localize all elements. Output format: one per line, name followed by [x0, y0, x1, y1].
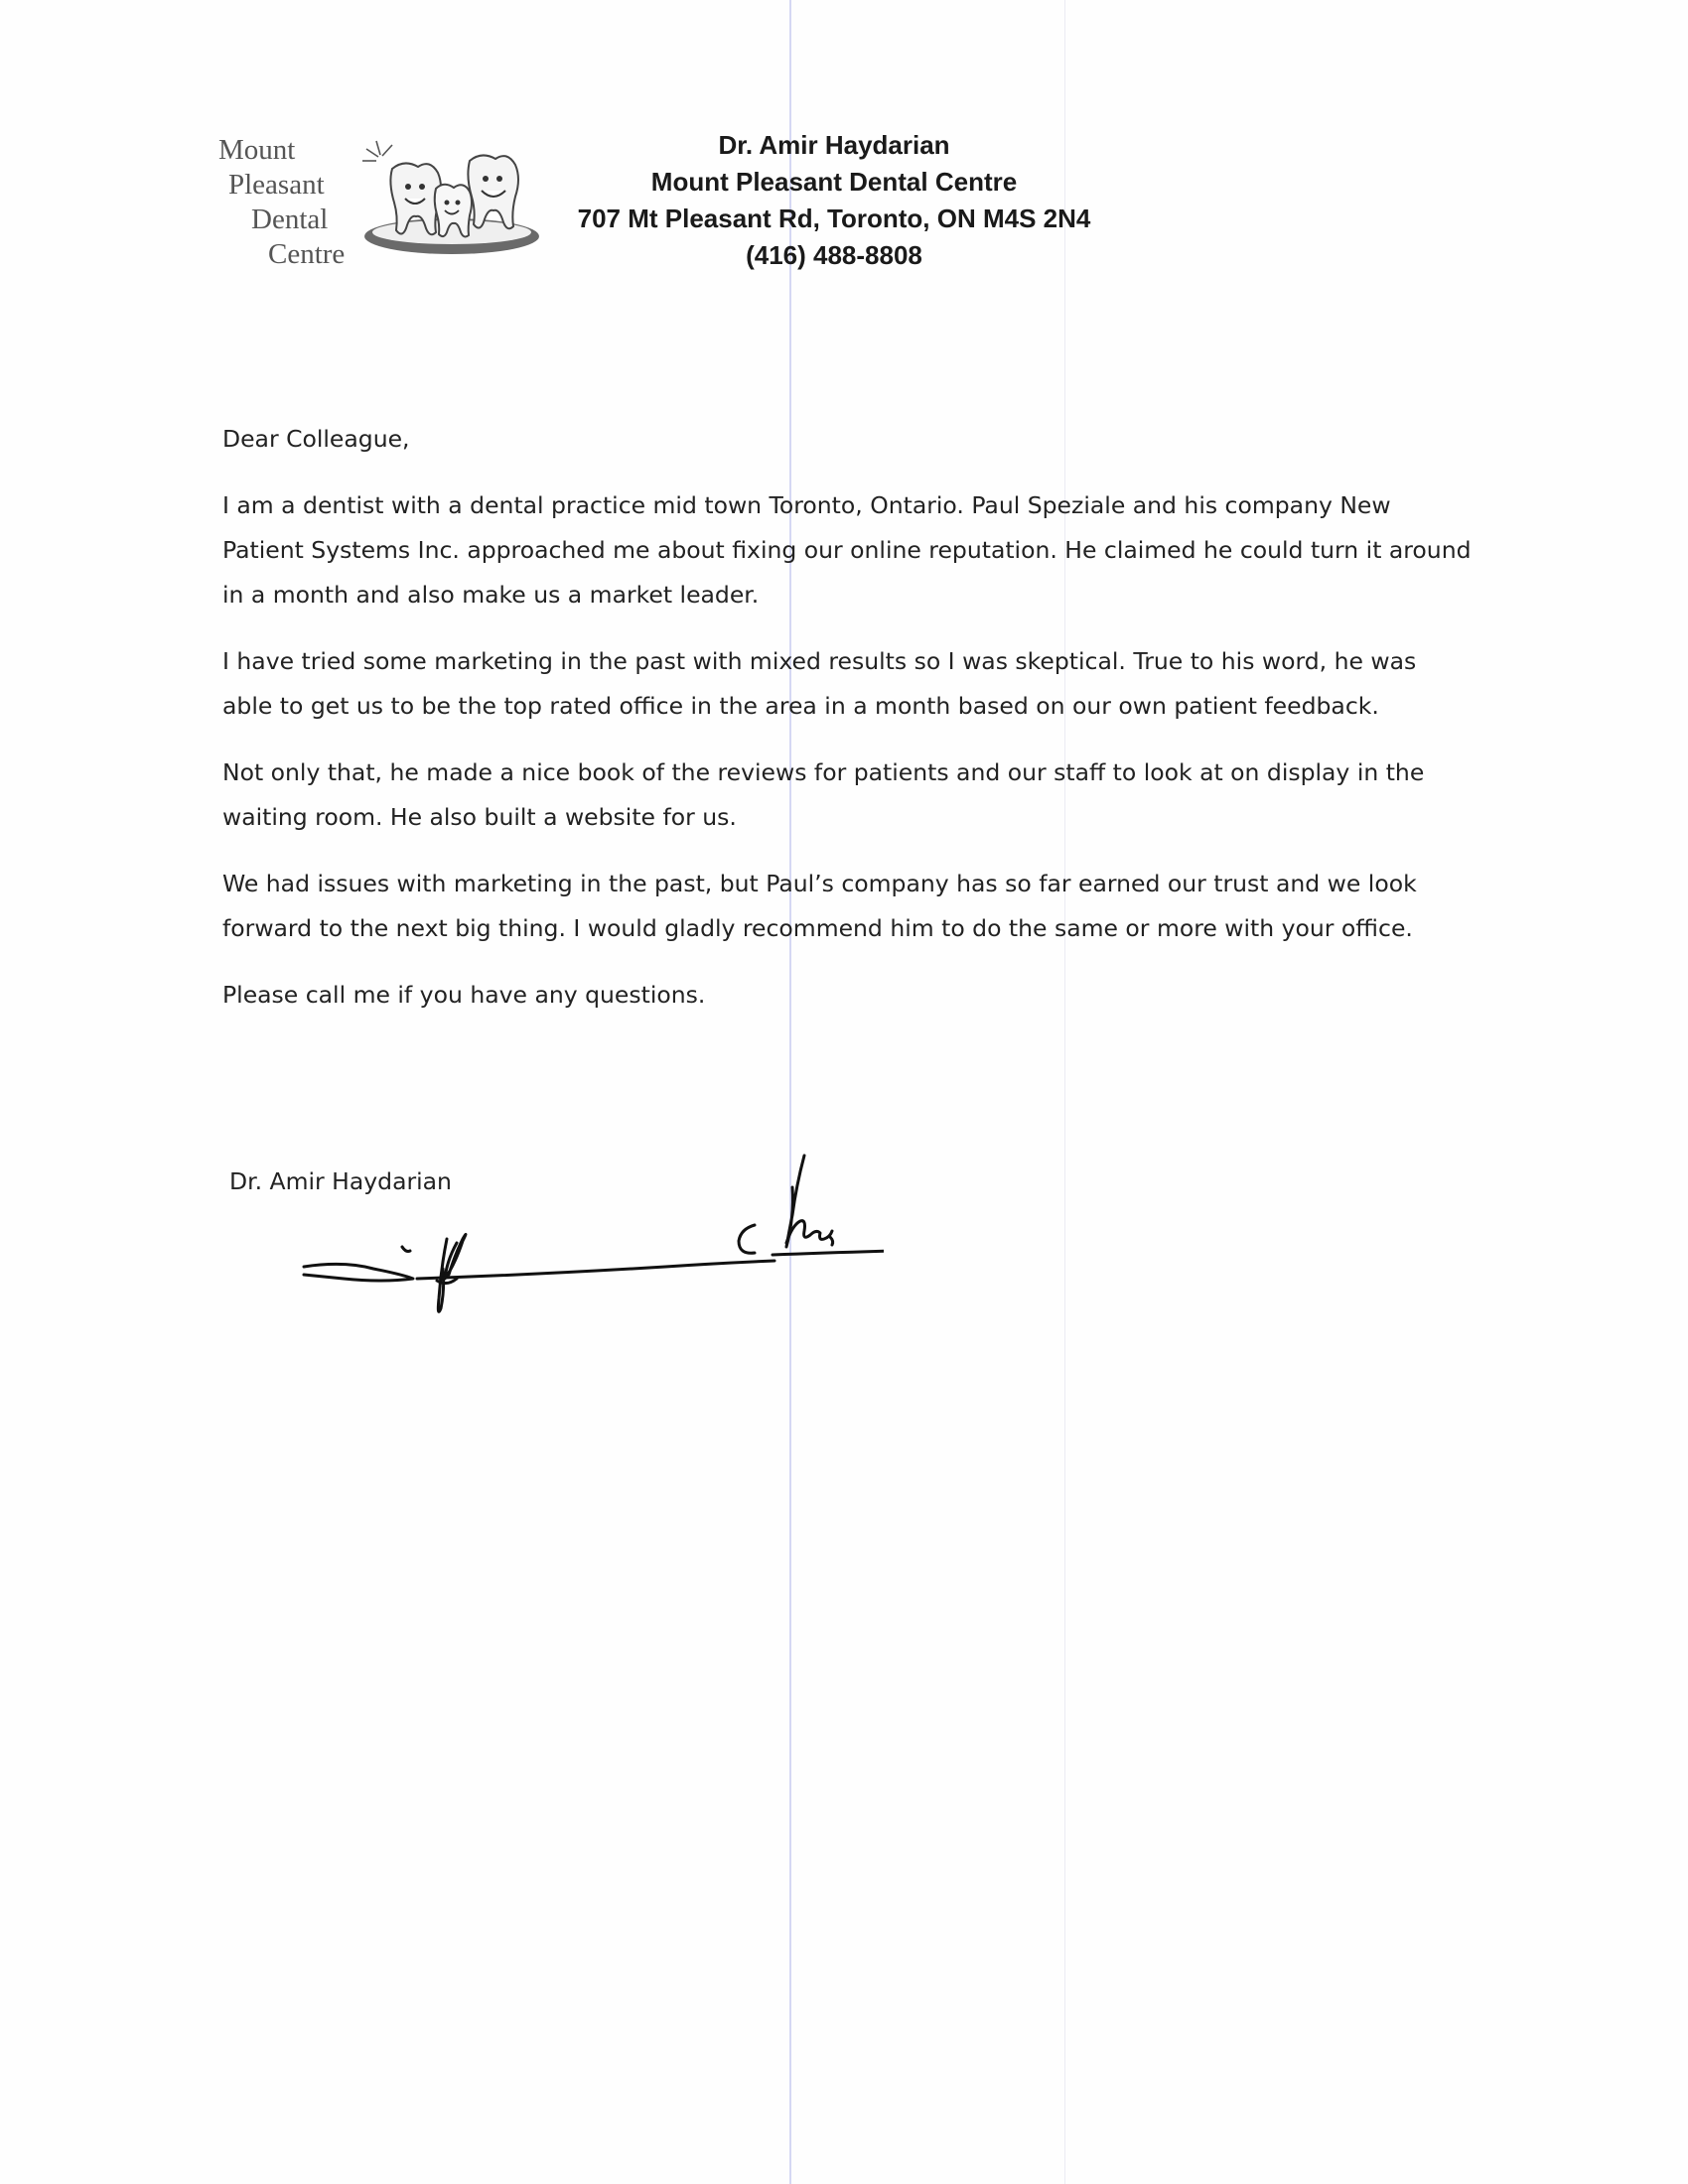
practice-phone: (416) 488-8808 — [746, 240, 922, 270]
letter-body — [222, 417, 1474, 1039]
practice-address: 707 Mt Pleasant Rd, Toronto, ON M4S 2N4 — [577, 204, 1091, 233]
signoff-name: Dr. Amir Haydarian — [229, 1167, 452, 1195]
scan-artifact-line — [1064, 0, 1065, 2184]
paragraph: Please call me if you have any questions. — [222, 981, 706, 1009]
logo-line-centre: Centre — [268, 238, 346, 270]
salutation: Dear Colleague, — [222, 425, 410, 453]
logo-line-dental: Dental — [251, 204, 329, 235]
practice-name: Mount Pleasant Dental Centre — [650, 167, 1018, 197]
paragraph: I have tried some marketing in the past with mixed results so I was skeptical. True to his word, he was able to get us to be the top rated office in the area in a month based on our own patient feedback. — [222, 647, 1417, 720]
logo-line-mount: Mount — [218, 134, 296, 166]
smiling-teeth-family-icon — [352, 139, 541, 268]
paragraph: We had issues with marketing in the past, but Paul’s company has so far earned our trust and we look forward to the next big thing. I would gladly recommend him to do the same or more with your office. — [222, 870, 1417, 942]
handwritten-signature — [288, 1152, 884, 1340]
doctor-name: Dr. Amir Haydarian — [718, 130, 950, 160]
paragraph: Not only that, he made a nice book of the reviews for patients and our staff to look at on display in the waiting room. He also built a website for us. — [222, 758, 1425, 831]
scan-artifact-line — [789, 0, 791, 2184]
practice-logo — [209, 131, 536, 280]
logo-line-pleasant: Pleasant — [228, 169, 325, 201]
paragraph: I am a dentist with a dental practice mid town Toronto, Ontario. Paul Speziale and his company New Patient Systems Inc. approached me about fixing our online reputation. He claimed he could turn it around in a month and also make us a market leader. — [222, 491, 1472, 609]
letterhead — [556, 127, 1112, 274]
